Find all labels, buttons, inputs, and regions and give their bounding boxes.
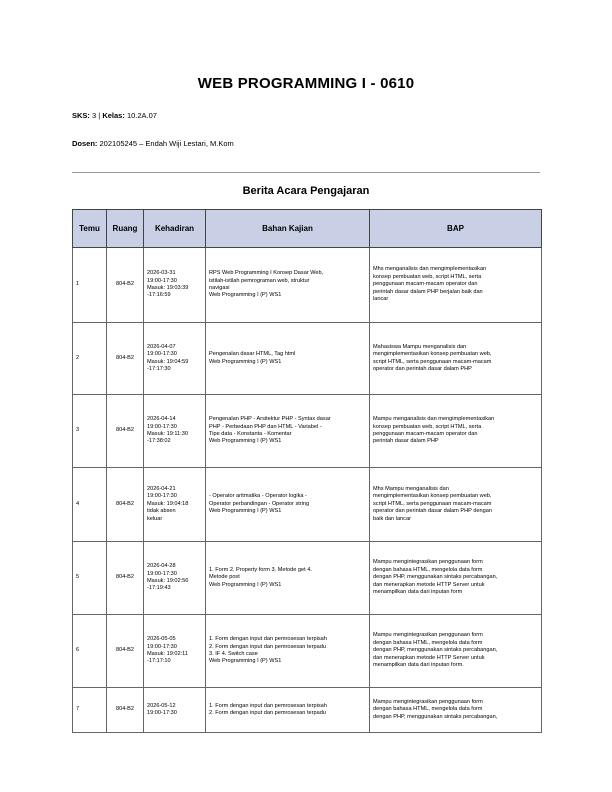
cell-ruang: 804-B2 <box>107 615 144 688</box>
cell-bap: Mampu mengintegrasikan penggunaan form dengan bahasa HTML, mengelola data form dengan PHP, menggunakan sintaks percabangan, dan menerapkan metode HTTP Server untuk menampilkan data dari inputan form <box>370 542 542 615</box>
document-title: WEB PROGRAMMING I - 0610 <box>197 75 415 92</box>
cell-ruang: 804-B2 <box>107 323 144 395</box>
cell-kehadiran: 2026-05-12 19:00-17:30 <box>144 688 206 733</box>
table-header-row <box>73 210 542 248</box>
section-title: Berita Acara Pengajaran <box>242 185 370 197</box>
cell-ruang: 804-B2 <box>107 248 144 323</box>
horizontal-divider <box>72 172 540 173</box>
cell-temu: 4 <box>73 468 107 542</box>
cell-kehadiran: 2026-05-05 19:00-17:30 Masuk: 19:02:11 -17:17:10 <box>144 615 206 688</box>
table-row <box>73 542 542 615</box>
cell-bap: Mhs menganalisis dan mengimplementasikan konsep pembuatan web, script HTML, serta penggunaan macam-macam operator dan perintah dasar dalam PHP berjalan baik dan lancar <box>370 248 542 323</box>
header-bap: BAP <box>370 210 542 248</box>
cell-temu: 2 <box>73 323 107 395</box>
cell-kehadiran: 2026-04-14 19:00-17:30 Masuk: 19:11:30 -17:38:02 <box>144 395 206 468</box>
cell-kehadiran: 2026-03-31 19:00-17:30 Masuk: 19:03:39 -17:16:59 <box>144 248 206 323</box>
cell-bap: Mahasiswa Mampu menganalisis dan mengimplementasikan konsep pembuatan web, script HTML, serta penggunaan macam-macam operator dan perintah dasar dalam PHP <box>370 323 542 395</box>
kelas-label: Kelas: <box>102 111 125 120</box>
cell-bahan-kajian: 1. Form dengan input dan pemrosesan terpisah 2. Form dengan input dan pemrosesan terpadu <box>206 688 370 733</box>
cell-bahan-kajian: 1. Form dengan input dan pemrosesan terpisah 2. Form dengan input dan pemrosesan terpadu 3. IF 4. Switch case Web Programming I (P) WS1 <box>206 615 370 688</box>
header-ruang: Ruang <box>107 210 144 248</box>
teaching-report-table <box>72 209 542 733</box>
cell-temu: 6 <box>73 615 107 688</box>
table-row <box>73 468 542 542</box>
table-row <box>73 248 542 323</box>
dosen-label: Dosen: <box>72 139 98 148</box>
cell-bap: Mampu mengintegrasikan penggunaan form dengan bahasa HTML, mengelola data form dengan PHP, menggunakan sintaks percabangan, <box>370 688 542 733</box>
sks-value: 3 <box>92 111 97 120</box>
lecturer-info-line <box>72 139 234 148</box>
table-row <box>73 615 542 688</box>
cell-bahan-kajian: RPS Web Programming I Konsep Dasar Web, istilah-istilah pemrograman web, struktur navigasi Web Programming I (P) WS1 <box>206 248 370 323</box>
dosen-value: 202105245 – Endah Wiji Lestari, M.Kom <box>99 139 234 148</box>
cell-ruang: 804-B2 <box>107 542 144 615</box>
course-info-line <box>72 111 157 120</box>
sks-label: SKS: <box>72 111 90 120</box>
cell-temu: 1 <box>73 248 107 323</box>
cell-bahan-kajian: 1. Form 2. Property form 3. Metode get 4. Metode post Web Programming I (P) WS1 <box>206 542 370 615</box>
cell-bahan-kajian: Pengenalan dasar HTML, Tag html Web Programming I (P) WS1 <box>206 323 370 395</box>
cell-bap: Mampu menganalisis dan mengimplementasikan konsep pembuatan web, script HTML, serta penggunaan macam-macam operator dan perintah dasar dalam PHP <box>370 395 542 468</box>
cell-bap: Mampu mengintegrasikan penggunaan form dengan bahasa HTML, mengelola data form dengan PHP, menggunakan sintaks percabangan, dan menerapkan metode HTTP Server untuk menampilkan data dari inputan form. <box>370 615 542 688</box>
table-row <box>73 688 542 733</box>
table-row <box>73 395 542 468</box>
cell-ruang: 804-B2 <box>107 468 144 542</box>
cell-temu: 7 <box>73 688 107 733</box>
cell-kehadiran: 2026-04-07 19:00-17:30 Masuk: 19:04:59 -17:17:30 <box>144 323 206 395</box>
cell-kehadiran: 2026-04-28 19:00-17:30 Masuk: 19:02:56 -17:19:43 <box>144 542 206 615</box>
header-temu: Temu <box>73 210 107 248</box>
kelas-value: 10.2A.07 <box>126 111 157 120</box>
cell-bap: Mhs Mampu menganalisis dan mengimplementasikan konsep pembuatan web, script HTML, serta penggunaan macam-macam operator dan perintah dasar dalam PHP dengan baik dan lancar <box>370 468 542 542</box>
cell-kehadiran: 2026-04-21 19:00-17:30 Masuk: 19:04:18 tidak absen keluar <box>144 468 206 542</box>
header-kehadiran: Kehadiran <box>144 210 206 248</box>
cell-temu: 5 <box>73 542 107 615</box>
table-row <box>73 323 542 395</box>
cell-temu: 3 <box>73 395 107 468</box>
cell-ruang: 804-B2 <box>107 395 144 468</box>
header-bahan-kajian: Bahan Kajian <box>206 210 370 248</box>
cell-ruang: 804-B2 <box>107 688 144 733</box>
cell-bahan-kajian: - Operator aritmatika - Operator logika - Operator perbandingan - Operator string Web Programming I (P) WS1 <box>206 468 370 542</box>
separator: | <box>98 111 101 120</box>
cell-bahan-kajian: Pengenalan PHP - Arsitektur PHP - Syntax dasar PHP - Perbedaan PHP dan HTML - Variabel - Tipe data - Konstanta - Komentar Web Programming I (P) WS1 <box>206 395 370 468</box>
